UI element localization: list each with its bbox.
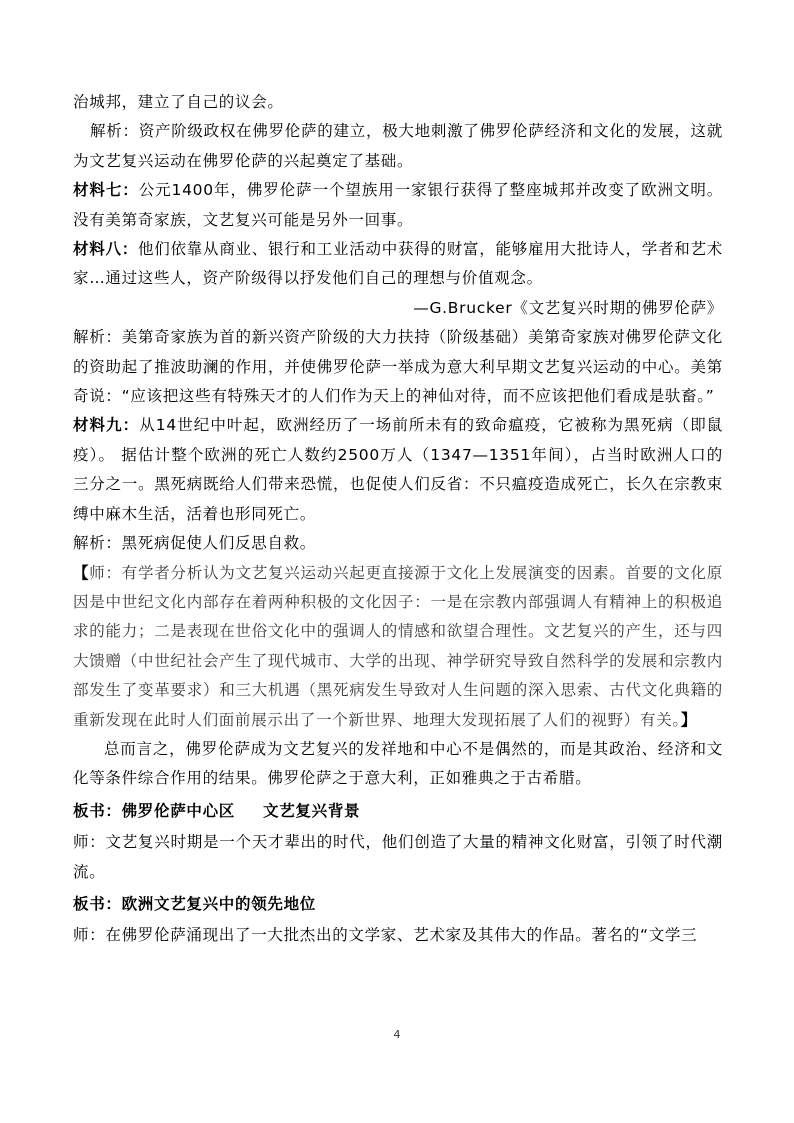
teacher-note-bracketed <box>73 559 723 735</box>
material-eight-text: 他们依靠从商业、银行和工业活动中获得的财富，能够雇用大批诗人，学者和艺术家…通过这些人，资产阶级得以抒发他们自己的理想与价值观念。 <box>73 240 723 288</box>
bracket-close: 】 <box>680 710 698 729</box>
material-seven-label: 材料七： <box>73 181 139 200</box>
analysis-paragraph-1: 解析：资产阶级政权在佛罗伦萨的建立，极大地刺激了佛罗伦萨经济和文化的发展，这就为文艺复兴运动在佛罗伦萨的兴起奠定了基础。 <box>73 122 723 170</box>
material-seven-text: 公元1400年，佛罗伦萨一个望族用一家银行获得了整座城邦并改变了欧洲文明。没有美第奇家族，文艺复兴可能是另外一回事。 <box>73 181 723 229</box>
document-body <box>73 88 723 951</box>
board-note-1 <box>73 797 723 826</box>
material-eight <box>73 235 723 294</box>
teacher-line-3: 师：在佛罗伦萨涌现出了一大批杰出的文学家、艺术家及其伟大的作品。著名的“文学三 <box>73 926 698 945</box>
material-nine-label: 材料九： <box>73 416 140 435</box>
analysis-paragraph-3: 解析：黑死病促使人们反思自救。 <box>73 534 317 553</box>
paragraph-continued: 治城邦，建立了自己的议会。 <box>73 93 284 111</box>
bracket-open: 【 <box>73 563 90 582</box>
material-eight-label: 材料八： <box>73 240 139 259</box>
material-nine <box>73 411 723 529</box>
teacher-note-text: 师：有学者分析认为文艺复兴运动兴起更直接源于文化上发展演变的因素。首要的文化原因是中世纪文化内部存在着两种积极的文化因子：一是在宗教内部强调人有精神上的积极追求的能力；二是表现在世俗文化中的强调人的情感和欲望合理性。文艺复兴的产生，还与四大馈赠（中世纪社会产生了现代城市、大学的出现、神学研究导致自然科学的发展和宗教内部发生了变革要求）和三大机遇（黑死病发生导致对人生问题的深入思索、古代文化典籍的重新发现在此时人们面前展示出了一个新世界、地理大发现拓展了人们的视野）有关。 <box>73 563 724 729</box>
material-nine-text: 从14世纪中叶起，欧洲经历了一场前所未有的致命瘟疫，它被称为黑死病（即鼠疫）。 据估计整个欧洲的死亡人数约2500万人（1347—1351年间），占当时欧洲人口的三分之一。黑死病既给人们带来恐慌，也促使人们反省：不只瘟疫造成死亡，长久在宗教束缚中麻木生活，活着也形同死亡。 <box>73 416 723 523</box>
analysis-paragraph-2: 解析：美第奇家族为首的新兴资产阶级的大力扶持（阶级基础）美第奇家族对佛罗伦萨文化的资助起了推波助澜的作用，并使佛罗伦萨一举成为意大利早期文艺复兴运动的中心。美第奇说：“应该把这些有特殊天才的人们作为天上的神仙对待，而不应该把他们看成是驮畜。” <box>73 328 723 406</box>
summary-paragraph: 总而言之，佛罗伦萨成为文艺复兴的发祥地和中心不是偶然的，而是其政治、经济和文化等条件综合作用的结果。佛罗伦萨之于意大利，正如雅典之于古希腊。 <box>73 739 723 788</box>
board-note-1-part-b: 文艺复兴背景 <box>263 801 361 820</box>
material-eight-source: —G.Brucker《文艺复兴时期的佛罗伦萨》 <box>413 298 723 317</box>
material-seven <box>73 176 723 235</box>
page-number: 4 <box>393 1028 401 1041</box>
board-note-2-text: 板书：欧洲文艺复兴中的领先地位 <box>73 894 317 913</box>
teacher-line-2: 师：文艺复兴时期是一个天才辈出的时代，他们创造了大量的精神文化财富，引领了时代潮流。 <box>73 833 723 881</box>
board-note-1-part-a: 板书：佛罗伦萨中心区 <box>73 801 236 820</box>
board-note-2 <box>73 890 723 919</box>
